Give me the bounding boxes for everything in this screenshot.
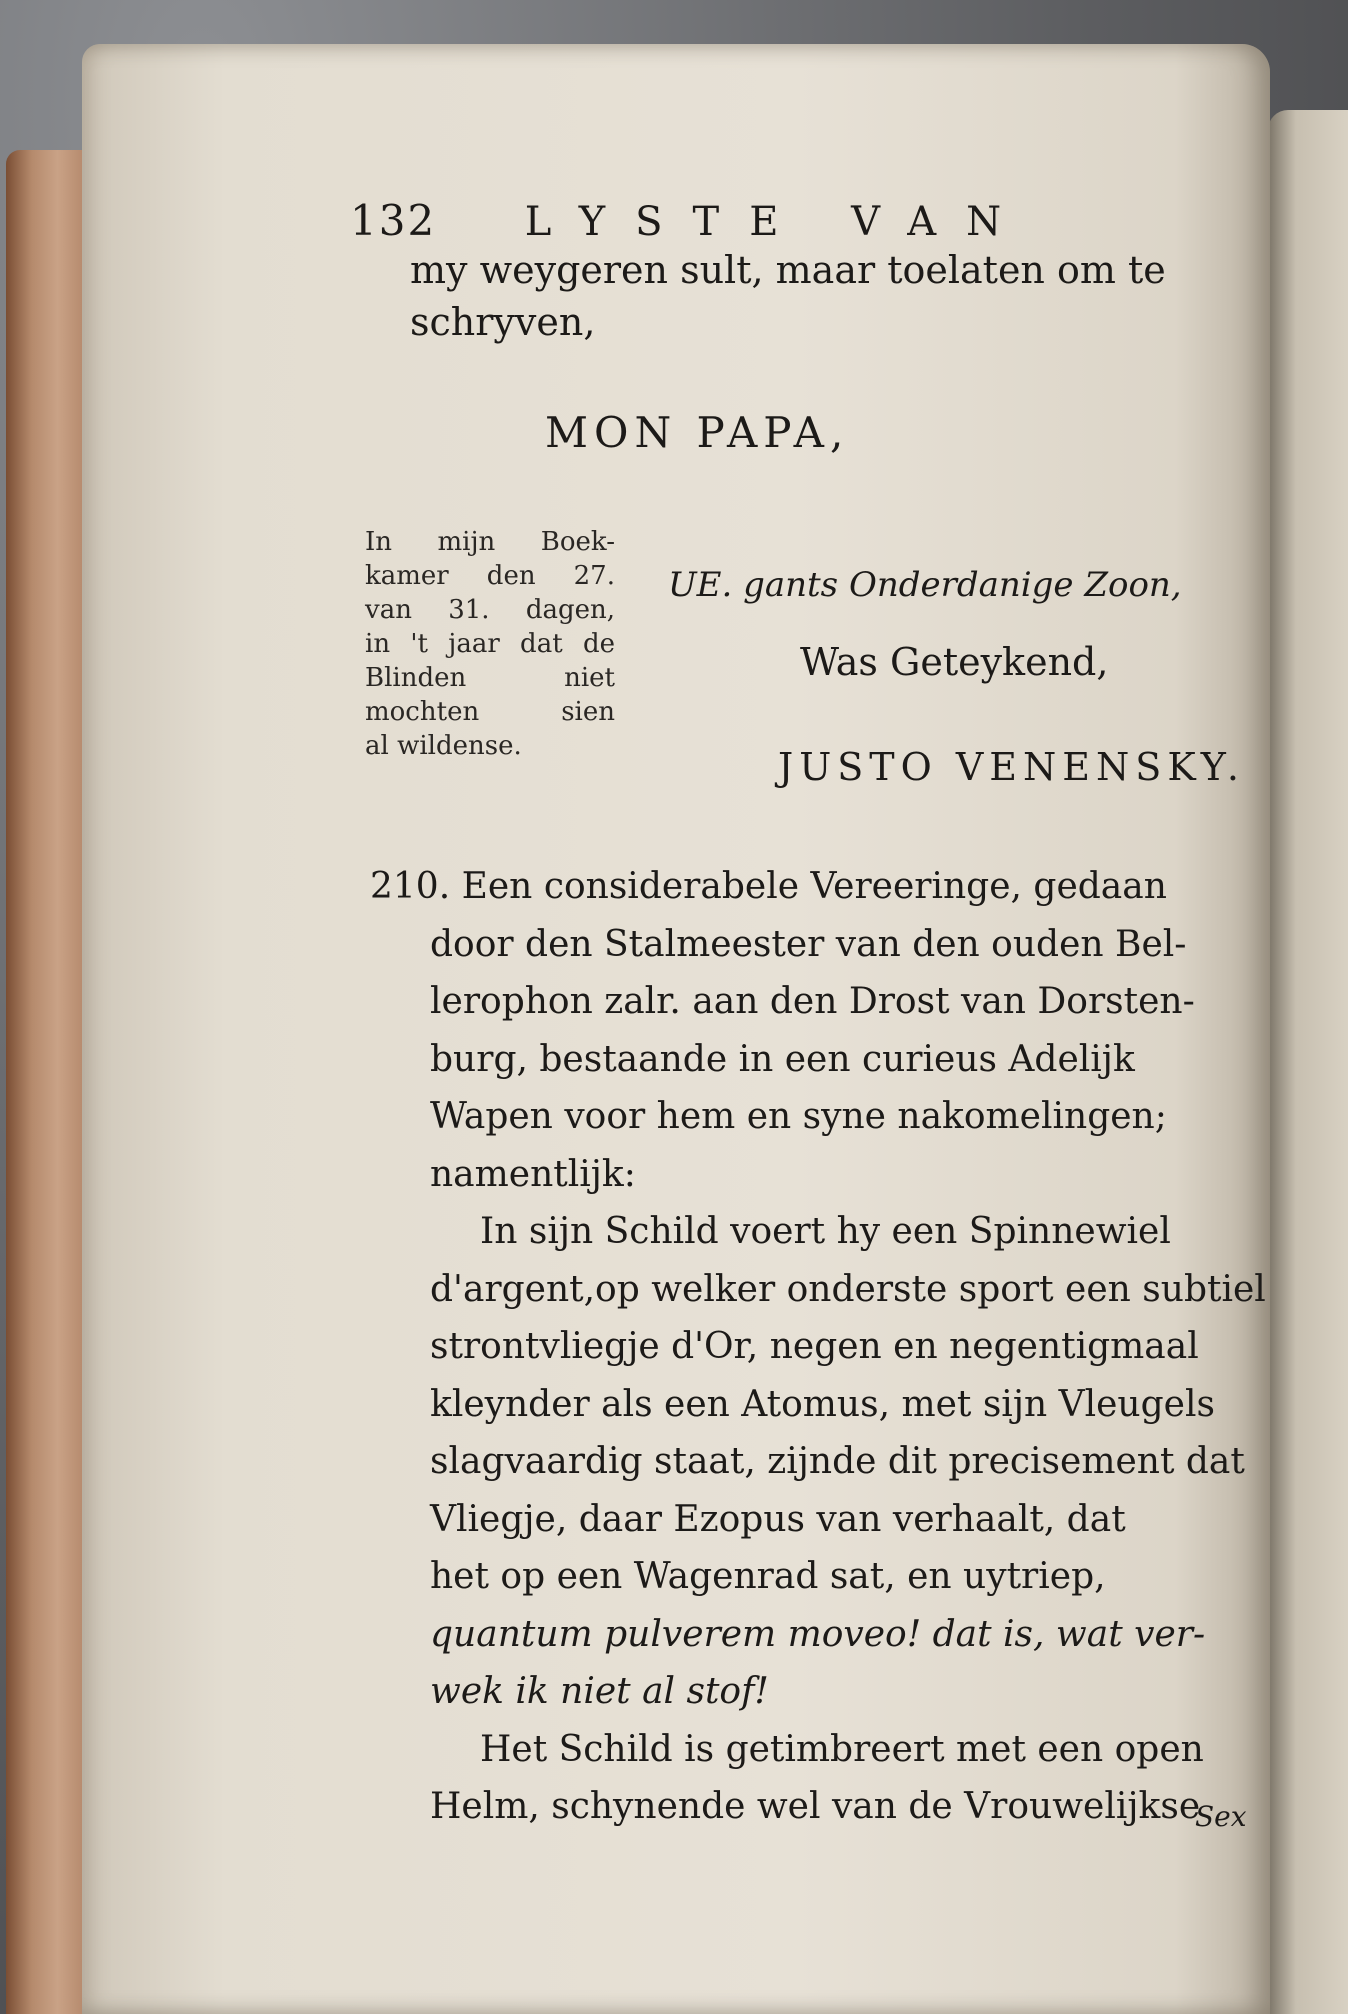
body-line: Helm, schynende wel van de Vrouwelijkse [430,1786,1201,1827]
salutation: MON PAPA, [545,408,850,457]
margin-note-line: in 't jaar dat de [365,629,615,659]
body-line: door den Stalmeester van den ouden Bel- [430,923,1187,965]
signature-signed: Was Geteykend, [800,640,1109,684]
margin-note-line: al wildense. [365,731,522,761]
body-line: d'argent,op welker onderste sport een subtiel [430,1268,1266,1310]
running-title: LYSTE VAN [524,199,1032,245]
margin-note-line: van 31. dagen, [365,595,615,625]
margin-note-line: mochten sien [365,697,615,727]
body-line: namentlijk: [430,1153,636,1195]
body-line: slagvaardig staat, zijnde dit precisement dat [430,1441,1245,1482]
body-line: lerophon zalr. aan den Drost van Dorsten- [430,981,1195,1022]
body-line: strontvliegje d'Or, negen en negentigmaal [430,1326,1199,1367]
margin-note [365,525,615,763]
page-number: 132 [350,196,437,245]
catchword: Sex [1195,1800,1247,1833]
opening-line-2: schryven, [410,300,596,344]
body-line: 210. Een considerabele Vereeringe, gedaan [370,866,1167,907]
book-page-edges [6,150,92,2014]
running-header [350,188,1031,248]
margin-note-line: Blinden niet [365,663,615,693]
body-line: In sijn Schild voert hy een Spinnewiel [480,1211,1171,1252]
body-line: quantum pulverem moveo! dat is, wat ver- [430,1613,1206,1655]
body-line: wek ik niet al stof! [430,1671,769,1712]
body-line: burg, bestaande in een curieus Adelijk [430,1038,1135,1080]
body-line: Vliegje, daar Ezopus van verhaalt, dat [430,1498,1126,1540]
body-line: het op een Wagenrad sat, en uytriep, [430,1556,1106,1597]
body-line: Wapen voor hem en syne nakomelingen; [430,1096,1167,1137]
signature-name: JUSTO VENENSKY. [778,745,1245,789]
facing-page-edge [1268,110,1348,2014]
body-line: kleynder als een Atomus, met sijn Vleugels [430,1383,1215,1425]
margin-note-line: kamer den 27. [365,561,615,591]
signature-closing: UE. gants Onderdanige Zoon, [668,565,1182,605]
body-text [370,858,1266,1836]
margin-note-line: In mijn Boek- [365,527,615,557]
opening-line-1: my weygeren sult, maar toelaten om te [410,248,1166,292]
body-line: Het Schild is getimbreert met een open [480,1728,1204,1770]
